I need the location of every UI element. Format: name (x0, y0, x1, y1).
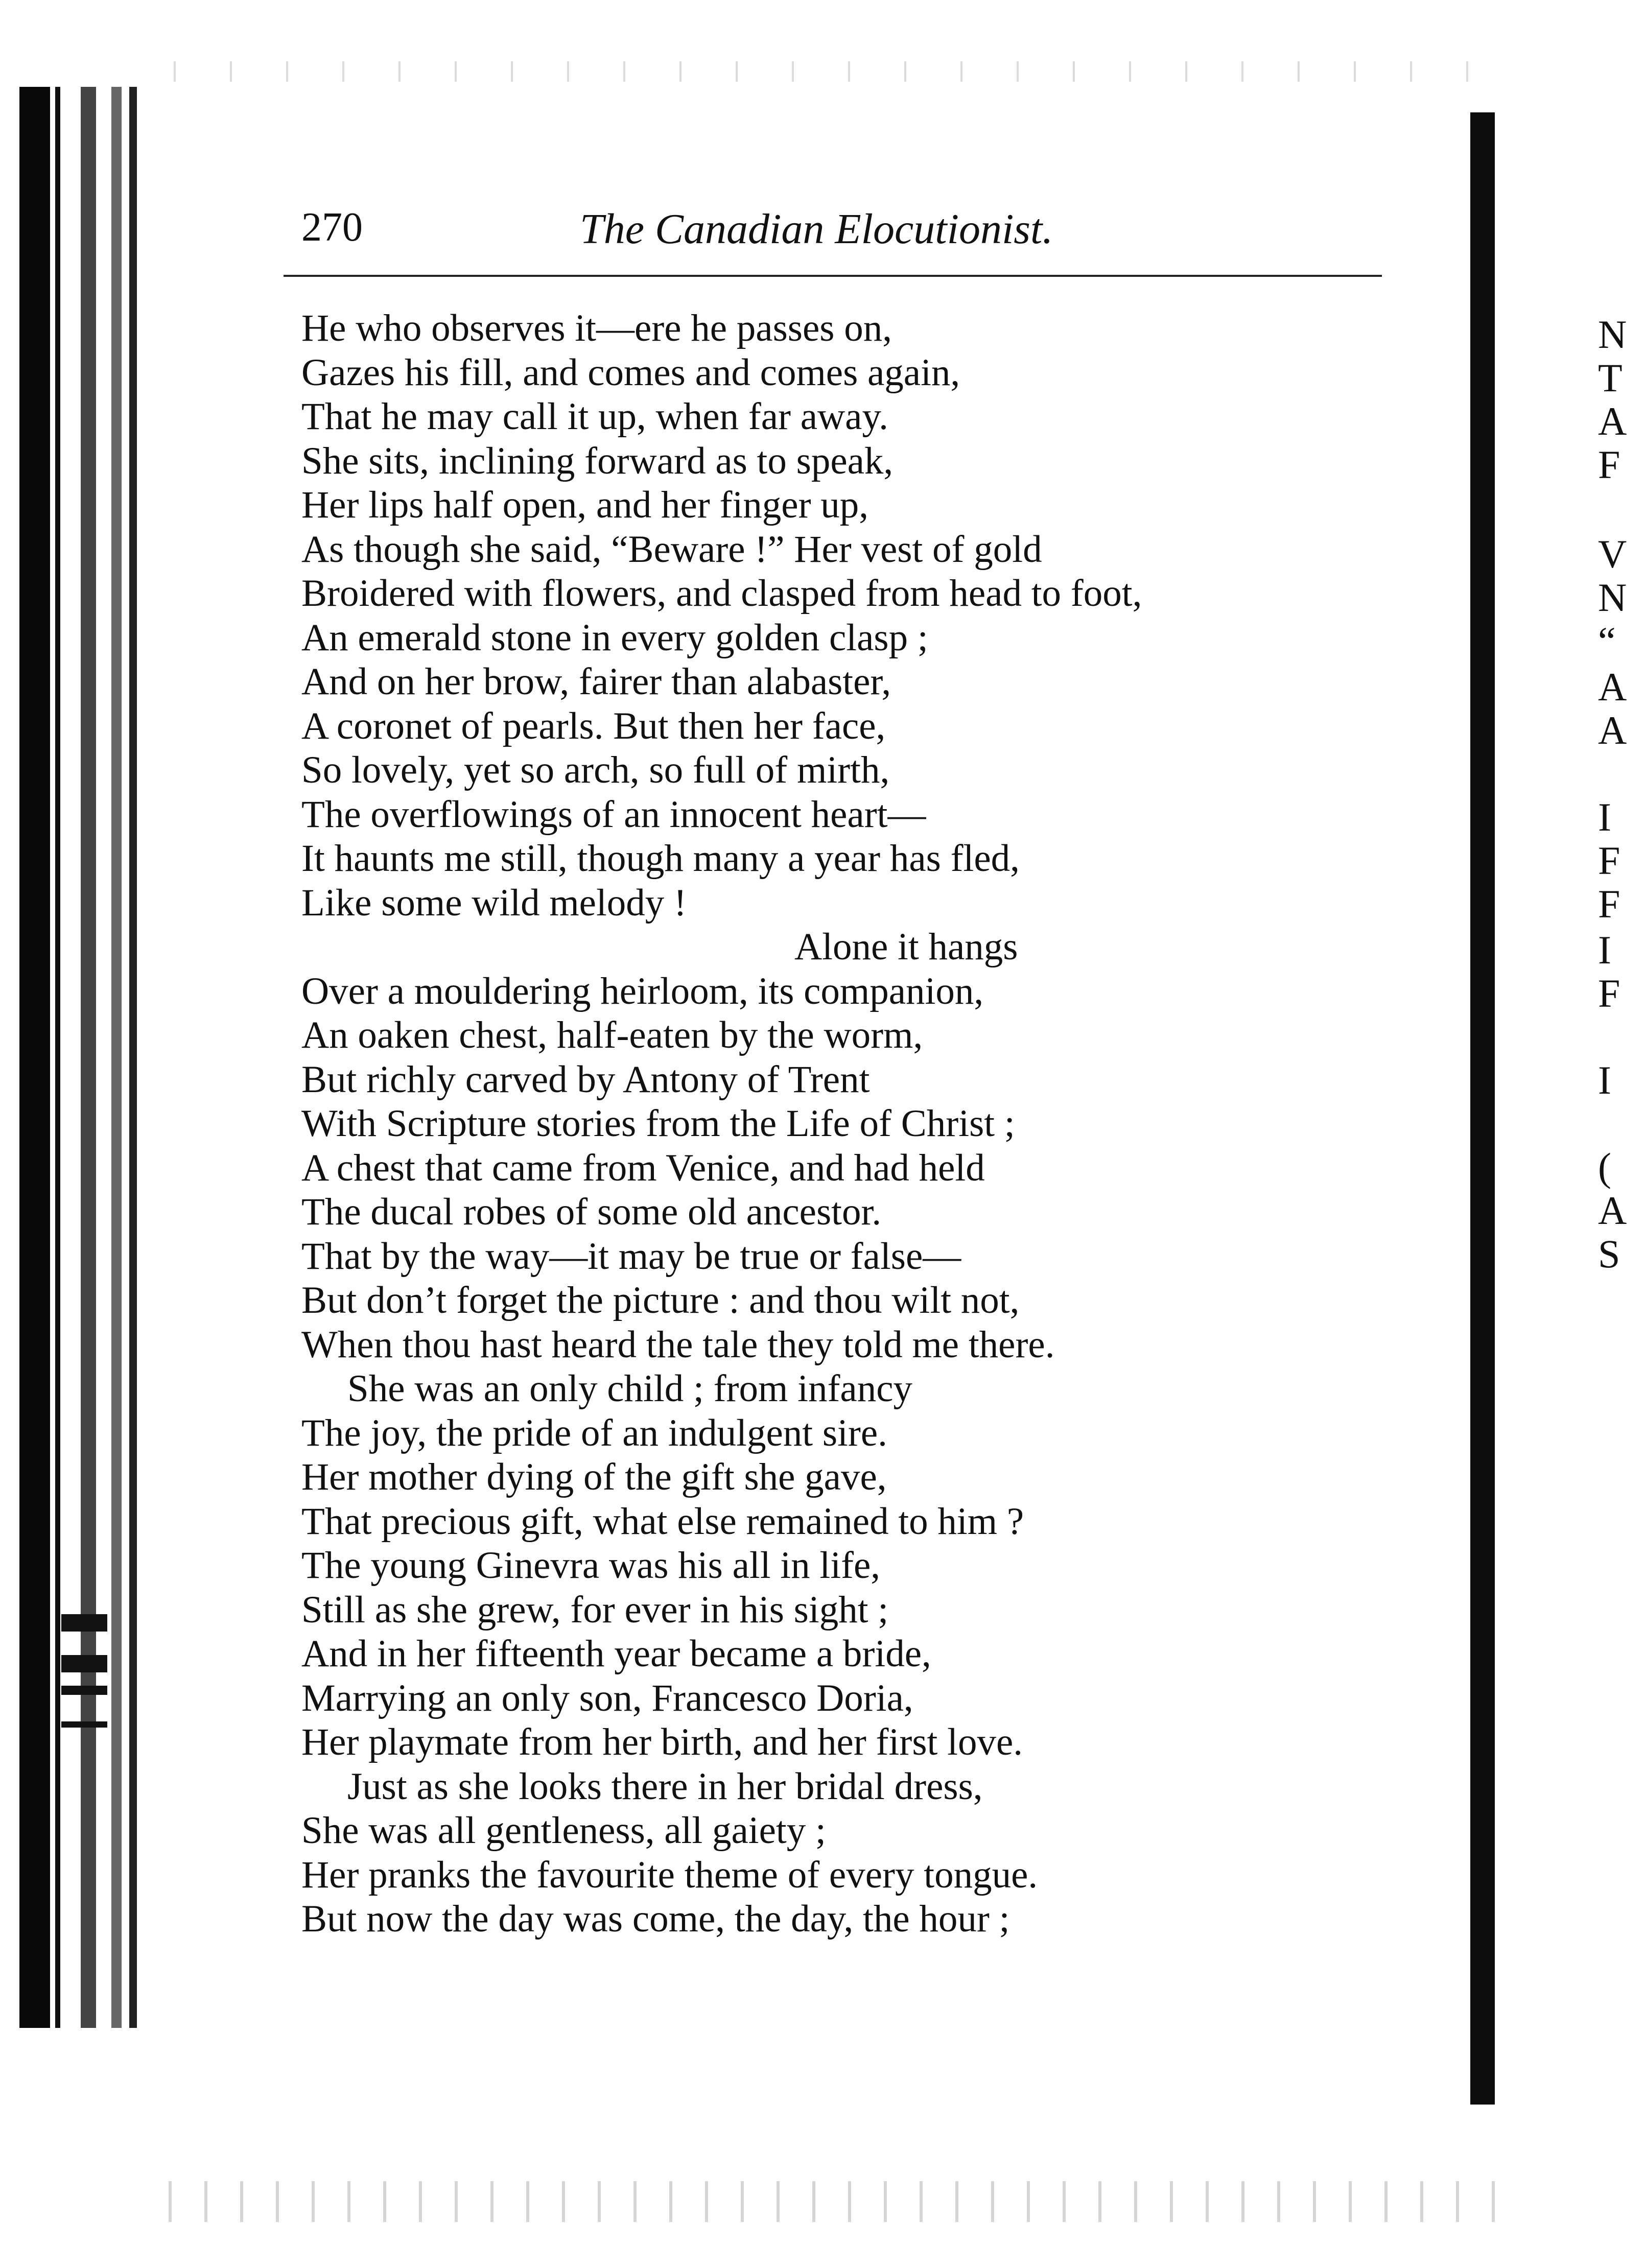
page-number: 270 (301, 205, 363, 250)
facing-page-letter: V (1598, 532, 1627, 576)
facing-page-letter: T (1598, 356, 1623, 400)
poem-line: As though she said, “Beware !” Her vest of gold (301, 528, 1042, 571)
poem-line: And in her fifteenth year became a bride, (301, 1633, 931, 1675)
header-rule (284, 275, 1382, 277)
binding-mark (61, 1686, 107, 1695)
facing-page-letter: I (1598, 1058, 1611, 1102)
facing-page-letter: N (1598, 312, 1627, 357)
poem-line: Marrying an only son, Francesco Doria, (301, 1676, 913, 1719)
poem-line: Gazes his fill, and comes and comes again, (301, 351, 960, 394)
poem-line: The joy, the pride of an indulgent sire. (301, 1411, 887, 1454)
poem-line: Her lips half open, and her finger up, (301, 484, 869, 526)
poem-line: When thou hast heard the tale they told me there. (301, 1323, 1055, 1366)
poem-line: So lovely, yet so arch, so full of mirth, (301, 749, 890, 791)
poem-line: That he may call it up, when far away. (301, 395, 888, 438)
poem-line: With Scripture stories from the Life of Christ ; (301, 1102, 1015, 1145)
poem-line: Over a mouldering heirloom, its companion, (301, 970, 984, 1012)
running-title: The Canadian Elocutionist. (580, 205, 1053, 253)
binding-mark (61, 1614, 107, 1632)
facing-page-letter: I (1598, 795, 1611, 839)
poem-line: Like some wild melody ! (301, 881, 687, 924)
scan-noise-top (153, 61, 1507, 82)
facing-page-letter: F (1598, 971, 1620, 1015)
poem-line: An emerald stone in every golden clasp ; (301, 616, 928, 659)
poem-line: A coronet of pearls. But then her face, (301, 704, 886, 747)
binding-mark (61, 1655, 107, 1672)
facing-page-letter: F (1598, 838, 1620, 883)
poem-line: And on her brow, fairer than alabaster, (301, 660, 891, 703)
poem-line: Her mother dying of the gift she gave, (301, 1456, 887, 1498)
scan-noise-bottom (153, 2181, 1507, 2222)
poem-line: An oaken chest, half-eaten by the worm, (301, 1014, 923, 1056)
poem-line: A chest that came from Venice, and had held (301, 1146, 985, 1189)
poem-line: But richly carved by Antony of Trent (301, 1058, 870, 1101)
facing-page-letter: N (1598, 575, 1627, 620)
poem-line: But now the day was come, the day, the hour ; (301, 1898, 1010, 1940)
poem-line: Still as she grew, for ever in his sight ; (301, 1588, 889, 1631)
facing-page-letter: ( (1598, 1145, 1611, 1189)
poem-line: Alone it hangs (794, 926, 1018, 968)
poem-line: The ducal robes of some old ancestor. (301, 1191, 882, 1233)
facing-page-letter: F (1598, 442, 1620, 487)
poem-line: That precious gift, what else remained to him ? (301, 1500, 1024, 1543)
poem-line: Broidered with flowers, and clasped from head to foot, (301, 572, 1142, 615)
poem-line: But don’t forget the picture : and thou wilt not, (301, 1279, 1020, 1321)
poem-line: She sits, inclining forward as to speak, (301, 439, 894, 482)
poem-line: That by the way—it may be true or false— (301, 1235, 961, 1278)
poem-line: Just as she looks there in her bridal dress, (347, 1765, 983, 1808)
facing-page-gutter (1470, 112, 1495, 2105)
facing-page-letter: “ (1598, 619, 1616, 663)
facing-page-letter: A (1598, 399, 1627, 443)
poem-line: Her playmate from her birth, and her first love. (301, 1721, 1023, 1763)
poem-line: Her pranks the favourite theme of every tongue. (301, 1853, 1038, 1896)
binding-mark (61, 1721, 107, 1728)
book-binding-left (19, 87, 137, 2028)
poem-line: She was all gentleness, all gaiety ; (301, 1809, 826, 1852)
facing-page-letter: A (1598, 665, 1627, 709)
poem-line: The overflowings of an innocent heart— (301, 793, 926, 836)
facing-page-letter: A (1598, 708, 1627, 752)
poem-line: It haunts me still, though many a year has fled, (301, 837, 1020, 880)
facing-page-letter: F (1598, 882, 1620, 926)
poem-text (301, 306, 1390, 1942)
page-header (301, 194, 1379, 271)
poem-line: She was an only child ; from infancy (347, 1367, 912, 1410)
facing-page-letter: I (1598, 928, 1611, 972)
poem-line: The young Ginevra was his all in life, (301, 1544, 881, 1587)
facing-page-letter: S (1598, 1232, 1620, 1276)
facing-page-letter: A (1598, 1188, 1627, 1233)
poem-line: He who observes it—ere he passes on, (301, 307, 892, 349)
